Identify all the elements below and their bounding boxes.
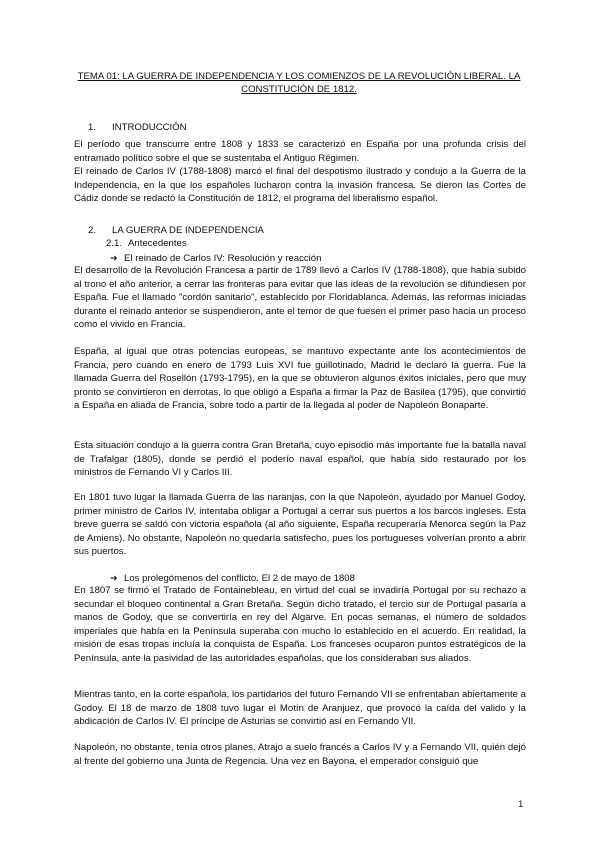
arrow-right-icon: ➔ (110, 253, 118, 263)
subsection-heading-antecedentes (106, 238, 187, 250)
document-title: TEMA 01: LA GUERRA DE INDEPENDENCIA Y LOS COMIENZOS DE LA REVOLUCIÓN LIBERAL. LA CONSTITUCIÓN DE 1812. (77, 71, 521, 95)
section-heading-guerra (88, 225, 264, 237)
section-heading-introduccion (88, 122, 187, 134)
section-number: 2. (88, 225, 97, 236)
section-number: 1. (88, 122, 97, 133)
paragraph: En 1801 tuvo lugar la llamada Guerra de las naranjas, con la que Napoleón, ayudado por Manuel Godoy, primer ministro de Carlos IV, intentaba obligar a Portugal a cerrar sus puertos a los barcos ingleses. Esta breve guerra se saldó con victoria española (al año siguiente, España recuperaría Menorca según la Paz de Amiens). No obstante, Napoleón no quedaría satisfecho, pues los portugueses volverían pronto a abrir sus puertos. (74, 492, 526, 557)
paragraph: Esta situación condujo a la guerra contra Gran Bretaña, cuyo episodio más importante fue la batalla naval de Trafalgar (1805), donde se perdió el poderío naval español, que había sido restaurado por los ministros de Fernando VI y Carlos III. (74, 440, 526, 478)
paragraph: El período que transcurre entre 1808 y 1833 se caracterizó en España por una profunda crisis del entramado político sobre el que se sustentaba el Antiguo Régimen. El reinado de Carlos IV (1788-1808) marcó el final del despotismo ilustrado y condujo a la Guerra de la Independencia, en la que los españoles lucharon contra la invasión francesa. Se dieron las Cortes de Cádiz donde se redactó la Constitución de 1812, el programa del liberalismo español. (74, 139, 526, 204)
paragraph: Mientras tanto, en la corte española, los partidarios del futuro Fernando VII se enfrentaban abiertamente a Godoy. El 18 de marzo de 1808 tuvo lugar el Motín de Aranjuez, que provocó la caída del valido y la abdicación de Carlos IV. El príncipe de Asturias se convirtió así en Fernando VII. (74, 689, 526, 727)
topic-title: Los prolegómenos del conflicto. El 2 de mayo de 1808 (124, 573, 355, 584)
section-title: LA GUERRA DE INDEPENDENCIA (112, 225, 264, 236)
paragraph: Napoleón, no obstante, tenía otros planes. Atrajo a suelo francés a Carlos IV y a Fernando VII, quién dejó al frente del gobierno una Junta de Regencia. Una vez en Bayona, el emperador consiguió que (74, 742, 526, 767)
page-number: 1 (518, 799, 524, 810)
section-title: INTRODUCCIÓN (112, 122, 187, 133)
paragraph: El desarrollo de la Revolución Francesa a partir de 1789 llevó a Carlos IV (1788-1808), que había subido al trono el año anterior, a cerrar las fronteras para evitar que las ideas de la revolución se difundiesen por España. Fue el llamado "cordón sanitario", establecido por Floridablanca. Además, las reformas iniciadas durante el reinado anterior se suspendieron, ante el temor de que fuesen el primer paso hacia un proceso como el vivido en Francia. (74, 265, 526, 330)
paragraph: España, al igual que otras potencias europeas, se mantuvo expectante ante los acontecimientos de Francia, pero cuando en enero de 1793 Luis XVI fue guillotinado, Madrid le declaró la guerra. Fue la llamada Guerra del Rosellón (1793-1795), en la que se obtuvieron algunos éxitos iniciales, pero que muy pronto se convirtieron en derrotas, lo que obligó a España a firmar la Paz de Basilea (1795), que convirtió a España en aliada de Francia, sobre todo a partir de la llegada al poder de Napoleón Bonaparte. (74, 346, 526, 411)
subsection-title: Antecedentes (128, 238, 187, 249)
arrow-right-icon: ➔ (110, 573, 118, 583)
paragraph: En 1807 se firmó el Tratado de Fontainebleau, en virtud del cual se invadiría Portugal por su rechazo a secundar el bloqueo continental a Gran Bretaña. Según dicho tratado, el tercio sur de Portugal pasaría a manos de Godoy, que se convertiría en rey del Algarve. En pocas semanas, el número de soldados imperiales que había en la Península superaba con mucho lo establecido en el acuerdo. En realidad, la misión de esas tropas incluía la conquista de España. Los franceses ocuparon puntos estratégicos de la Península, ante la pasividad de las autoridades españolas, que los consideraban sus aliados. (74, 585, 526, 664)
topic-title: El reinado de Carlos IV: Resolución y reacción (124, 253, 322, 264)
subsection-number: 2.1. (106, 238, 123, 249)
